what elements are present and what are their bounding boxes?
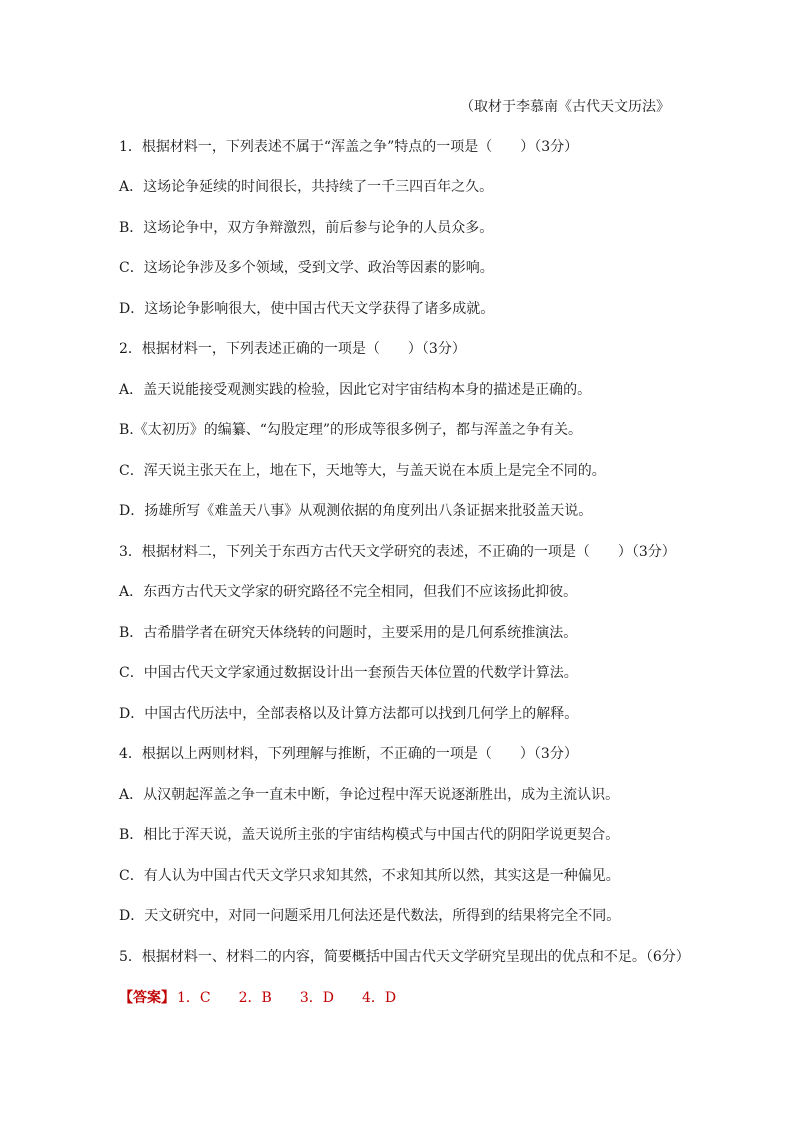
question-2-option-a: A．盖天说能接受观测实践的检验，因此它对宇宙结构本身的描述是正确的。 xyxy=(119,382,592,398)
question-4-option-c: C．有人认为中国古代天文学只求知其然，不求知其所以然，其实这是一种偏见。 xyxy=(119,868,620,884)
question-1-option-b: B．这场论争中，双方争辩激烈，前后参与论争的人员众多。 xyxy=(119,220,494,236)
question-2-option-b: B.《太初历》的编纂、“勾股定理”的形成等很多例子，都与浑盖之争有关。 xyxy=(119,422,583,438)
question-4-option-d: D．天文研究中，对同一问题采用几何法还是代数法，所得到的结果将完全不同。 xyxy=(119,908,621,924)
question-3-stem: 3．根据材料二，下列关于东西方古代天文学研究的表述，不正确的一项是（ ）（3分） xyxy=(119,544,676,560)
answer-line xyxy=(119,988,396,1008)
question-1-stem: 1．根据材料一，下列表述不属于“浑盖之争”特点的一项是（ ）（3分） xyxy=(119,139,579,155)
question-4-option-a: A．从汉朝起浑盖之争一直未中断，争论过程中浑天说逐渐胜出，成为主流认识。 xyxy=(119,787,620,803)
question-2-option-c: C．浑天说主张天在上，地在下，天地等大，与盖天说在本质上是完全不同的。 xyxy=(119,463,606,479)
answer-label: 【答案】 xyxy=(119,990,175,1006)
source-citation: （取材于李慕南《古代天文历法》 xyxy=(460,99,670,115)
question-2-stem: 2．根据材料一，下列表述正确的一项是（ ）（3分） xyxy=(119,341,466,357)
question-3-option-b: B．古希腊学者在研究天体绕转的问题时，主要采用的是几何系统推演法。 xyxy=(119,625,578,641)
question-1-option-c: C．这场论争涉及多个领域，受到文学、政治等因素的影响。 xyxy=(119,260,494,276)
question-1-option-a: A．这场论争延续的时间很长，共持续了一千三四百年之久。 xyxy=(119,179,494,195)
question-3-option-c: C．中国古代天文学家通过数据设计出一套预告天体位置的代数学计算法。 xyxy=(119,665,578,681)
question-1-option-d: D．这场论争影响很大，使中国古代天文学获得了诸多成就。 xyxy=(119,301,495,317)
question-4-option-b: B．相比于浑天说，盖天说所主张的宇宙结构模式与中国古代的阴阳学说更契合。 xyxy=(119,827,620,843)
question-4-stem: 4．根据以上两则材料，下列理解与推断，不正确的一项是（ ）（3分） xyxy=(119,746,578,762)
answer-text: 1．C 2．B 3．D 4．D xyxy=(177,990,397,1006)
question-3-option-a: A．东西方古代天文学家的研究路径不完全相同，但我们不应该扬此抑彼。 xyxy=(119,584,578,600)
question-3-option-d: D．中国古代历法中，全部表格以及计算方法都可以找到几何学上的解释。 xyxy=(119,706,579,722)
question-5-stem: 5．根据材料一、材料二的内容，简要概括中国古代天文学研究呈现出的优点和不足。（6分） xyxy=(119,949,690,965)
question-2-option-d: D．扬雄所写《难盖天八事》从观测依据的角度列出八条证据来批驳盖天说。 xyxy=(119,503,593,519)
